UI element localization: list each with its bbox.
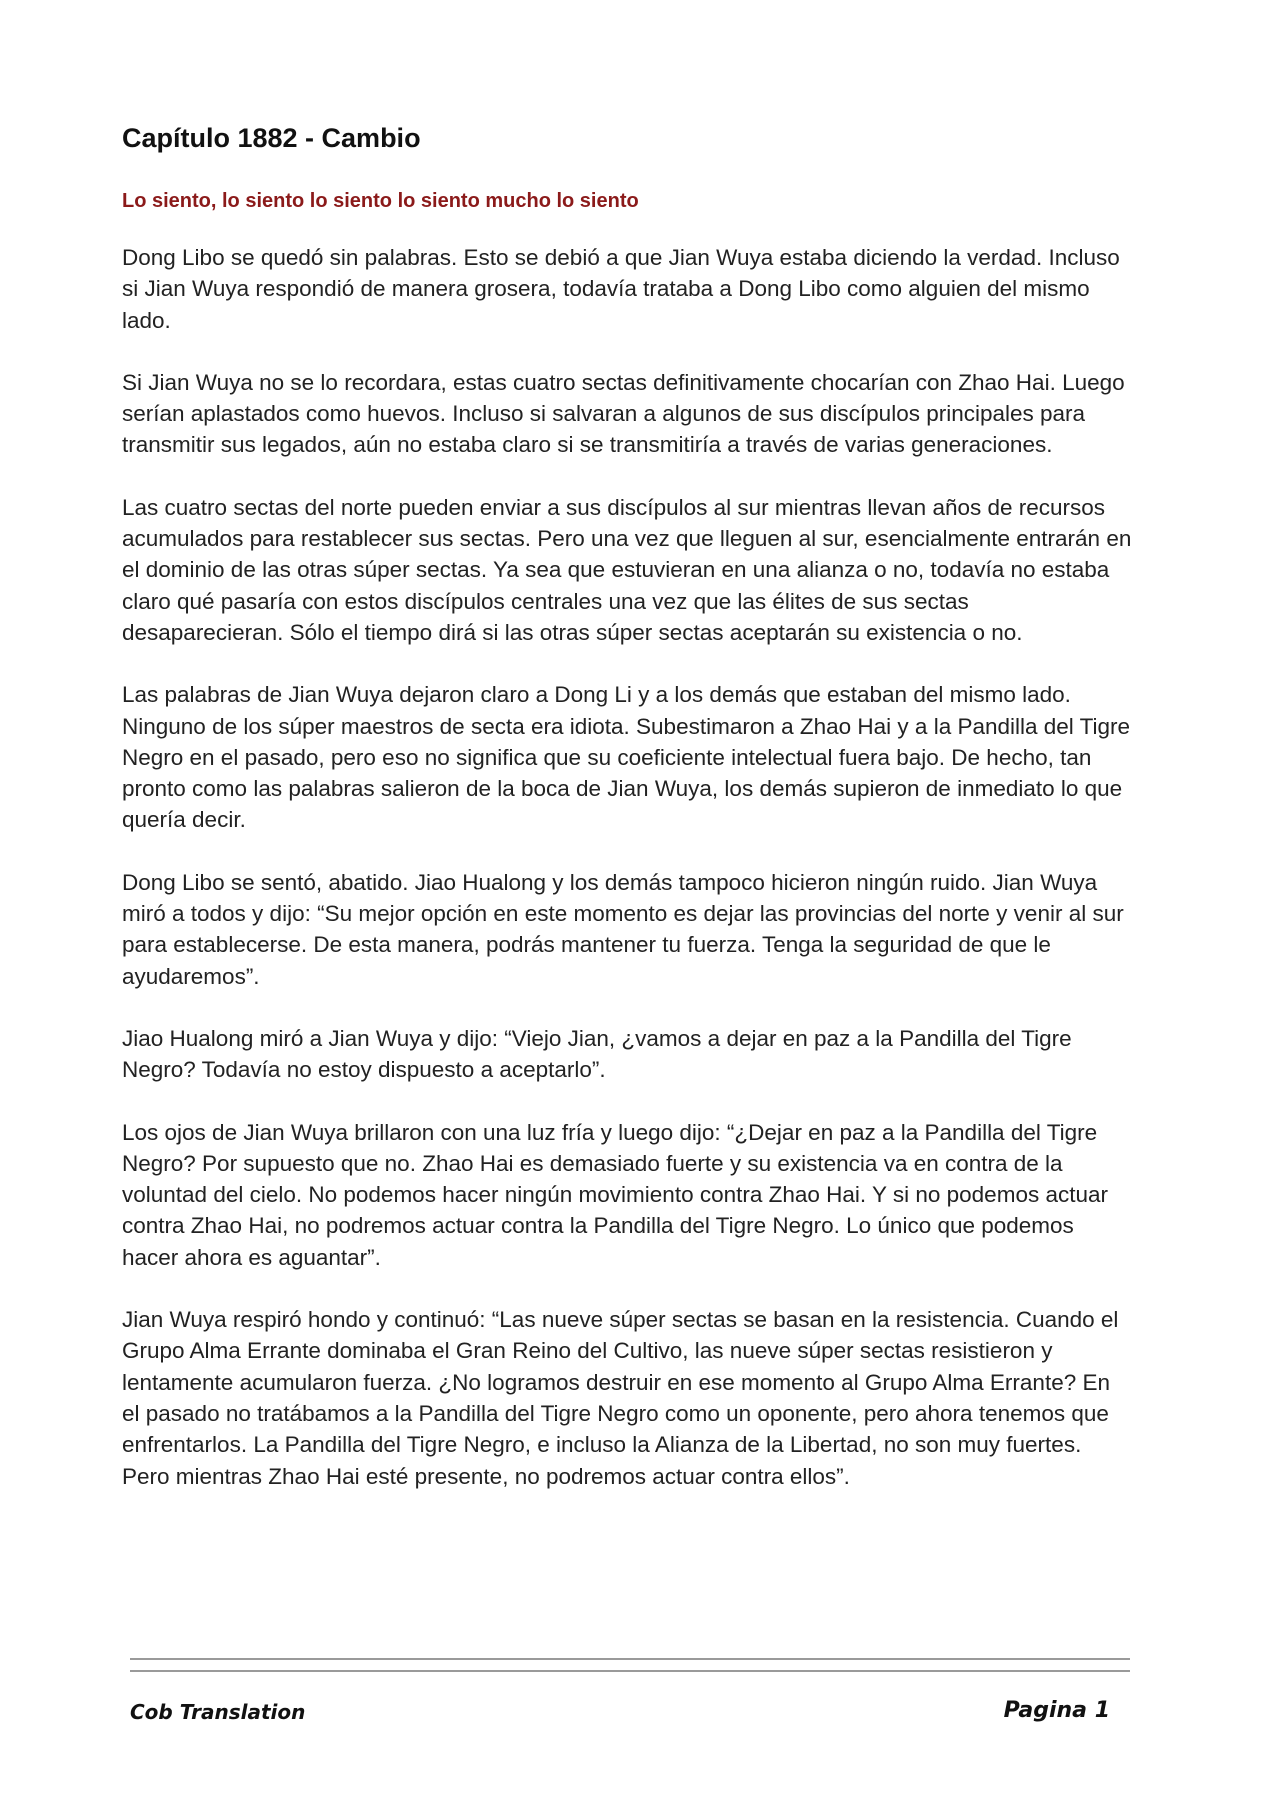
paragraph: Los ojos de Jian Wuya brillaron con una luz fría y luego dijo: “¿Dejar en paz a la Pandilla del Tigre Negro? Por supuesto que no. Zhao Hai es demasiado fuerte y su existencia va en contra de la voluntad del cielo. No podemos hacer ningún movimiento contra Zhao Hai. Y si no podemos actuar contra Zhao Hai, no podremos actuar contra la Pandilla del Tigre Negro. Lo único que podemos hacer ahora es aguantar”. — [122, 1119, 1108, 1270]
chapter-title: Capítulo 1882 - Cambio — [122, 123, 421, 153]
footer-page-number: Pagina 1 — [1003, 1698, 1110, 1723]
paragraph: Las palabras de Jian Wuya dejaron claro a Dong Li y a los demás que estaban del mismo lado. Ninguno de los súper maestros de secta era idiota. Subestimaron a Zhao Hai y a la Pandilla del Tigre Negro en el pasado, pero eso no significa que su coeficiente intelectual fuera bajo. De hecho, tan pronto como las palabras salieron de la boca de Jian Wuya, los demás supieron de inmediato lo que quería decir. — [122, 682, 1131, 833]
paragraph: Si Jian Wuya no se lo recordara, estas cuatro sectas definitivamente chocarían con Zhao Hai. Luego serían aplastados como huevos. Incluso si salvaran a algunos de sus discípulos principales para transmitir sus legados, aún no estaba claro si se transmitiría a través de varias generaciones. — [122, 369, 1125, 458]
footer-translator-credit: Cob Translation — [130, 1700, 306, 1724]
paragraph: Jian Wuya respiró hondo y continuó: “Las nueve súper sectas se basan en la resistencia. Cuando el Grupo Alma Errante dominaba el Gran Reino del Cultivo, las nueve súper sectas resistieron y lentamente acumularon fuerza. ¿No logramos destruir en ese momento al Grupo Alma Errante? En el pasado no tratábamos a la Pandilla del Tigre Negro como un oponente, pero ahora tenemos que enfrentarlos. La Pandilla del Tigre Negro, e incluso la Alianza de la Libertad, no son muy fuertes. Pero mientras Zhao Hai esté presente, no podremos actuar contra ellos”. — [122, 1307, 1119, 1489]
footer-divider-top — [130, 1658, 1130, 1660]
paragraph: Las cuatro sectas del norte pueden enviar a sus discípulos al sur mientras llevan años de recursos acumulados para restablecer sus sectas. Pero una vez que lleguen al sur, esencialmente entrarán en el dominio de las otras súper sectas. Ya sea que estuvieran en una alianza o no, todavía no estaba claro qué pasaría con estos discípulos centrales una vez que las élites de sus sectas desaparecieran. Sólo el tiempo dirá si las otras súper sectas aceptarán su existencia o no. — [122, 494, 1132, 645]
document-content — [122, 118, 1132, 1523]
chapter-subtitle: Lo siento, lo siento lo siento lo siento mucho lo siento — [122, 190, 639, 212]
paragraph: Jiao Hualong miró a Jian Wuya y dijo: “Viejo Jian, ¿vamos a dejar en paz a la Pandilla del Tigre Negro? Todavía no estoy dispuesto a aceptarlo”. — [122, 1025, 1072, 1083]
paragraph: Dong Libo se quedó sin palabras. Esto se debió a que Jian Wuya estaba diciendo la verdad. Incluso si Jian Wuya respondió de manera grosera, todavía trataba a Dong Libo como alguien del mismo lado. — [122, 245, 1120, 333]
paragraph: Dong Libo se sentó, abatido. Jiao Hualong y los demás tampoco hicieron ningún ruido. Jian Wuya miró a todos y dijo: “Su mejor opción en este momento es dejar las provincias del norte y venir al sur para establecerse. De esta manera, podrás mantener tu fuerza. Tenga la seguridad de que le ayudaremos”. — [122, 869, 1124, 989]
footer-divider-bottom — [130, 1670, 1130, 1672]
